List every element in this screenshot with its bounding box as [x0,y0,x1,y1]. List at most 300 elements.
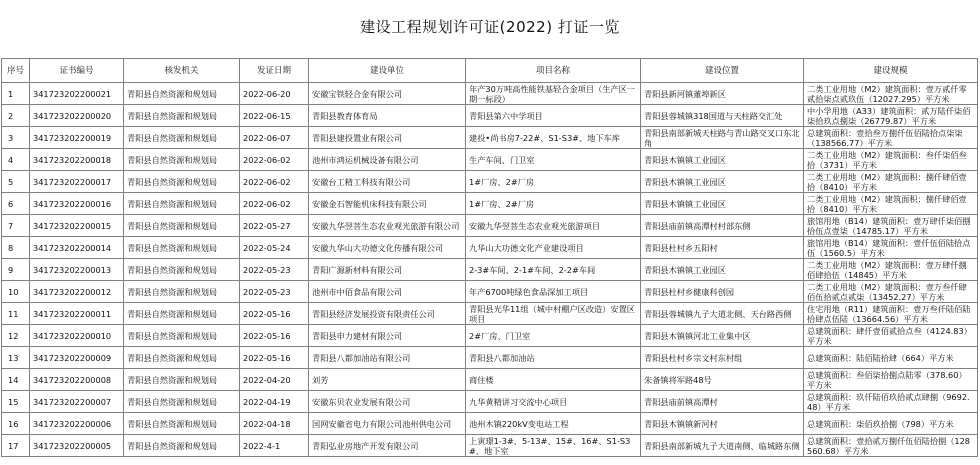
cell-date-text: 2022-04-18 [243,418,291,429]
table-row [2,127,978,149]
cell-no-text: 2 [8,110,14,121]
cell-date [240,237,309,259]
cell-project-text: 青阳县光华11组（城中村棚户区改造）安置区项目 [469,303,635,324]
cell-project-text: 商住楼 [469,374,494,385]
table-row [2,83,978,105]
cell-no-text: 14 [8,374,19,385]
cell-location [641,413,804,435]
cell-cert [30,215,124,237]
cell-cert-text: 341723202200009 [33,352,112,363]
column-header-project: 项目名称 [466,59,641,83]
cell-date-text: 2022-05-16 [243,308,291,319]
cell-org [124,347,240,369]
cell-scale [804,281,978,303]
cell-unit-text: 青阳县建投置业有限公司 [312,132,403,143]
cell-unit-text: 安徽东贝农业发展有限公司 [312,396,411,407]
cell-location-text: 青阳县木镇镇工业园区 [644,154,726,165]
cell-cert-text: 341723202200007 [33,396,112,407]
cell-no [2,347,30,369]
cell-cert [30,325,124,347]
cell-org [124,325,240,347]
cell-location [641,369,804,391]
cell-unit-text: 青阳县八都加油站有限公司 [312,352,411,363]
cell-org [124,281,240,303]
cell-no-text: 17 [8,440,19,451]
cell-cert-text: 341723202200006 [33,418,112,429]
cell-cert [30,149,124,171]
cell-date [240,83,309,105]
cell-location-text: 青阳县新河镇董埠新区 [644,88,726,99]
cell-date-text: 2022-04-19 [243,396,291,407]
cell-project-text: 青阳县八都加油站 [469,352,535,363]
cell-unit [309,369,466,391]
cell-no-text: 5 [8,176,14,187]
cell-scale [804,149,978,171]
cell-org [124,413,240,435]
cell-location [641,303,804,325]
cell-date [240,413,309,435]
cell-unit [309,347,466,369]
cell-scale-text: 总建筑面积：玖仟陆佰玖拾贰点肆捌（9692.48）平方米 [807,391,970,412]
cell-cert [30,127,124,149]
cell-org [124,193,240,215]
cell-location-text: 青阳县木镇镇工业园区 [644,198,726,209]
cell-unit-text: 安徽金石智能机床科技有限公司 [312,198,427,209]
cell-project-text: 年产30万吨高性能铁基轻合金项目（生产区一期一标段） [469,83,635,104]
header-row [2,59,978,83]
cell-scale [804,215,978,237]
cell-project [466,83,641,105]
cell-date-text: 2022-05-24 [243,242,291,253]
cell-cert-text: 341723202200011 [33,308,112,319]
cell-date [240,259,309,281]
cell-unit-text: 安徽九华山大功德文化传播有限公司 [312,242,444,253]
cell-org [124,303,240,325]
cell-no-text: 7 [8,220,14,231]
cell-org [124,105,240,127]
table-row [2,237,978,259]
column-header-date: 发证日期 [240,59,309,83]
cell-no [2,215,30,237]
cell-cert [30,193,124,215]
cell-org [124,215,240,237]
cell-project [466,303,641,325]
cell-unit [309,413,466,435]
cell-location [641,347,804,369]
cell-project-text: 生产车间、门卫室 [469,154,535,165]
cell-unit [309,215,466,237]
cell-location-text: 青阳县杜村乡宗文村东村组 [644,352,743,363]
cell-no [2,281,30,303]
cell-scale [804,435,978,457]
cell-project-text: 2#厂房、门卫室 [469,330,531,341]
cell-project-text: 年产6700吨绿色食品深加工项目 [469,286,589,297]
cell-no-text: 12 [8,330,19,341]
cell-location [641,127,804,149]
cell-scale [804,105,978,127]
cell-cert [30,391,124,413]
cell-org-text: 青阳县自然资源和规划局 [127,330,218,341]
cell-date-text: 2022-05-23 [243,286,291,297]
cell-cert-text: 341723202200005 [33,440,112,451]
cell-org-text: 青阳县自然资源和规划局 [127,418,218,429]
cell-scale-text: 旅馆用地（B14）建筑面积：壹仟伍佰陆拾点伍（1560.5）平方米 [807,237,971,258]
cell-project-text: 1#厂房、2#厂房 [469,176,535,187]
table-body [2,83,978,457]
cell-date [240,127,309,149]
cell-cert [30,83,124,105]
cell-location-text: 青阳县南部新城天柱路与青山路交叉口东北角 [644,127,800,148]
cell-unit-text: 安徽宝铁轻合金有限公司 [312,88,403,99]
cell-org-text: 青阳县自然资源和规划局 [127,308,218,319]
cell-no [2,127,30,149]
cell-project-text: 1#厂房、2#厂房 [469,198,535,209]
cell-scale [804,303,978,325]
cell-scale-text: 二类工业用地（M2）建筑面积：壹万叁仟肆佰伍拾贰点贰柒（13452.27）平方米 [807,281,967,302]
cell-location-text: 青阳县蓉城镇九子大道北侧、天台路西侧 [644,308,792,319]
cell-scale [804,83,978,105]
cell-scale-text: 二类工业用地（M2）建筑面积：捌仟肆佰壹拾（8410）平方米 [807,193,967,214]
table-row [2,259,978,281]
table-row [2,303,978,325]
cell-cert [30,281,124,303]
cell-project [466,369,641,391]
column-header-location: 建设位置 [641,59,804,83]
cell-location [641,435,804,457]
cell-location-text: 青阳县木镇镇工业园区 [644,176,726,187]
cell-cert-text: 341723202200021 [33,88,112,99]
cell-location-text: 青阳县木镇镇河北工业集中区 [644,330,751,341]
cell-no [2,193,30,215]
cell-no [2,149,30,171]
cell-scale-text: 总建筑面积：叁佰柒拾捌点陆零（378.60）平方米 [807,369,967,390]
cell-org-text: 青阳县自然资源和规划局 [127,440,218,451]
cell-scale-text: 二类工业用地（M2）建筑面积：叁仟柒佰叁拾（3731）平方米 [807,149,967,170]
cell-cert-text: 341723202200014 [33,242,112,253]
cell-cert-text: 341723202200015 [33,220,112,231]
cell-scale-text: 总建筑面积：壹拾叁万捌仟伍佰陆拾点柒柒（138566.77）平方米 [807,127,963,148]
cell-org-text: 青阳县自然资源和规划局 [127,242,218,253]
cell-date-text: 2022-06-02 [243,198,291,209]
cell-project-text: 青阳县第六中学项目 [469,110,543,121]
cell-date-text: 2022-06-02 [243,154,291,165]
cell-no [2,105,30,127]
cell-org-text: 青阳县自然资源和规划局 [127,198,218,209]
cell-location [641,83,804,105]
cell-no [2,259,30,281]
column-header-org: 核发机关 [124,59,240,83]
cell-unit [309,83,466,105]
cell-project [466,347,641,369]
cell-cert-text: 341723202200017 [33,176,112,187]
cell-cert [30,303,124,325]
cell-date [240,303,309,325]
cell-project [466,193,641,215]
cell-location-text: 青阳县庙前镇高潭村 [644,396,718,407]
cell-date [240,347,309,369]
cell-org [124,83,240,105]
cell-cert-text: 341723202200008 [33,374,112,385]
cell-org-text: 青阳县自然资源和规划局 [127,154,218,165]
cell-no [2,237,30,259]
cell-unit-text: 青阳弘业房地产开发有限公司 [312,440,419,451]
cell-no-text: 8 [8,242,14,253]
cell-project [466,391,641,413]
table-row [2,435,978,457]
cell-no-text: 3 [8,132,14,143]
cell-unit-text: 池州市中佰食品有限公司 [312,286,403,297]
cell-unit-text: 安徽台工精工科技有限公司 [312,176,411,187]
cell-org [124,369,240,391]
cell-org-text: 青阳县自然资源和规划局 [127,110,218,121]
cell-location-text: 青阳县蓉城镇318国道与天柱路交汇处 [644,110,783,121]
cell-no-text: 10 [8,286,19,297]
cell-location-text: 朱备镇将军路48号 [644,374,712,385]
cell-project [466,215,641,237]
cell-unit [309,259,466,281]
cell-scale [804,325,978,347]
cell-scale-text: 总建筑面积：柒佰玖拾捌（798）平方米 [807,418,954,429]
cell-unit [309,325,466,347]
cell-location [641,149,804,171]
table-row [2,369,978,391]
cell-unit [309,171,466,193]
cell-location-text: 青阳县木镇镇工业园区 [644,264,726,275]
cell-location [641,281,804,303]
cell-date-text: 2022-06-15 [243,110,291,121]
cell-scale [804,127,978,149]
cell-location [641,391,804,413]
cell-location-text: 青阳县杜村乡健康科创园 [644,286,735,297]
cell-cert [30,105,124,127]
cell-no [2,325,30,347]
cell-no [2,303,30,325]
cell-no-text: 11 [8,308,19,319]
cell-no [2,171,30,193]
cell-no [2,413,30,435]
cell-date [240,193,309,215]
cell-org [124,149,240,171]
cell-scale [804,347,978,369]
cell-project-text: 池州木镇220kV变电站工程 [469,418,569,429]
cell-scale-text: 总建筑面积：肆仟壹佰贰拾点叁（4124.83）平方米 [807,325,972,346]
table-row [2,215,978,237]
cell-unit [309,391,466,413]
cell-cert [30,171,124,193]
cell-no-text: 1 [8,88,14,99]
column-header-no: 序号 [2,59,30,83]
cell-org [124,171,240,193]
cell-org [124,435,240,457]
cell-location [641,259,804,281]
cell-cert-text: 341723202200019 [33,132,112,143]
cell-no-text: 16 [8,418,19,429]
cell-location-text: 青阳县杜村乡五阳村 [644,242,718,253]
cell-no-text: 9 [8,264,14,275]
cell-unit [309,127,466,149]
cell-date [240,281,309,303]
cell-scale [804,193,978,215]
cell-unit-text: 安徽九华翌菩生态农业观光旅游有限公司 [312,220,460,231]
cell-no-text: 4 [8,154,14,165]
cell-no-text: 13 [8,352,19,363]
permit-table [1,58,978,457]
cell-no-text: 15 [8,396,19,407]
cell-project [466,105,641,127]
cell-project [466,237,641,259]
column-header-cert: 证书编号 [30,59,124,83]
cell-cert [30,259,124,281]
cell-scale [804,391,978,413]
cell-no [2,83,30,105]
cell-org-text: 青阳县自然资源和规划局 [127,374,218,385]
cell-project-text: 上寅璟1-3#、5-13#、15#、16#、S1-S3#、地下室 [469,435,631,456]
cell-date-text: 2022-05-27 [243,220,291,231]
cell-org [124,391,240,413]
cell-scale-text: 二类工业用地（M2）建筑面积：捌仟肆佰壹拾（8410）平方米 [807,171,967,192]
cell-project [466,281,641,303]
cell-cert-text: 341723202200012 [33,286,112,297]
cell-cert-text: 341723202200016 [33,198,112,209]
cell-unit-text: 青阳县经济发展投资有限责任公司 [312,308,435,319]
cell-scale [804,413,978,435]
cell-org-text: 青阳县自然资源和规划局 [127,176,218,187]
cell-project [466,171,641,193]
table-row [2,149,978,171]
cell-location [641,237,804,259]
cell-location [641,171,804,193]
cell-cert-text: 341723202200010 [33,330,112,341]
cell-date [240,369,309,391]
cell-no [2,435,30,457]
cell-project [466,325,641,347]
cell-date [240,105,309,127]
cell-cert-text: 341723202200018 [33,154,112,165]
cell-date-text: 2022-06-20 [243,88,291,99]
cell-no-text: 6 [8,198,14,209]
cell-date-text: 2022-05-16 [243,330,291,341]
cell-cert [30,413,124,435]
cell-scale-text: 住宅用地（R11）建筑面积：壹万叁仟陆佰陆拾肆点伍陆（13664.56）平方米 [807,303,971,324]
cell-unit [309,149,466,171]
table-row [2,413,978,435]
cell-scale [804,237,978,259]
cell-location [641,105,804,127]
cell-unit-text: 刘芳 [312,374,329,385]
cell-scale-text: 二类工业用地（M2）建筑面积：壹万肆仟捌佰肆拾伍（14845）平方米 [807,259,967,280]
cell-org-text: 青阳县自然资源和规划局 [127,286,218,297]
cell-cert [30,369,124,391]
cell-org-text: 青阳县自然资源和规划局 [127,396,218,407]
cell-project-text: 九华山大功德文化产业建设项目 [469,242,584,253]
cell-project [466,149,641,171]
cell-unit-text: 青阳县教育体育局 [312,110,378,121]
cell-location-text: 青阳县庙前镇高潭村村部东侧 [644,220,751,231]
cell-no [2,369,30,391]
cell-cert-text: 341723202200020 [33,110,112,121]
cell-org [124,237,240,259]
cell-scale [804,369,978,391]
cell-org-text: 青阳县自然资源和规划局 [127,264,218,275]
cell-unit [309,303,466,325]
cell-project [466,259,641,281]
cell-unit-text: 青阳县申力建材有限公司 [312,330,403,341]
cell-org [124,259,240,281]
cell-project-text: 2-3#车间、2-1#车间、2-2#车间 [469,264,596,275]
cell-project [466,435,641,457]
cell-date [240,391,309,413]
cell-org [124,127,240,149]
cell-scale-text: 旅馆用地（B14）建筑面积：壹万肆仟柒佰捌拾伍点壹柒（14785.17）平方米 [807,215,971,236]
cell-scale [804,171,978,193]
cell-project-text: 九华黄精讲习交流中心项目 [469,396,568,407]
cell-scale-text: 二类工业用地（M2）建筑面积：壹万贰仟零贰拾柒点贰玖伍（12027.295）平方米 [807,83,967,104]
cell-unit-text: 国网安徽省电力有限公司池州供电公司 [312,418,452,429]
table-row [2,347,978,369]
cell-unit [309,105,466,127]
cell-location-text: 青阳县南部新城九子大道南侧、临城路东侧 [644,440,800,451]
cell-cert [30,435,124,457]
cell-project-text: 安徽九华翌菩生态农业观光旅游项目 [469,220,601,231]
cell-project [466,413,641,435]
page-title: 建设工程规划许可证(2022) 打证一览 [360,18,620,36]
cell-unit-text: 青阳广源新材料有限公司 [312,264,403,275]
cell-no [2,391,30,413]
cell-cert [30,347,124,369]
cell-date-text: 2022-04-20 [243,374,291,385]
cell-unit [309,435,466,457]
cell-org-text: 青阳县自然资源和规划局 [127,88,218,99]
cell-org-text: 青阳县自然资源和规划局 [127,132,218,143]
table-row [2,193,978,215]
cell-scale-text: 总建筑面积：陆佰陆拾肆（664）平方米 [807,352,954,363]
cell-project-text: 建投•尚书房7-22#、S1-S3#、地下车库 [469,132,620,143]
cell-location-text: 青阳县木镇镇新河村 [644,418,718,429]
cell-date-text: 2022-05-23 [243,264,291,275]
column-header-scale: 建设规模 [804,59,978,83]
cell-date [240,435,309,457]
cell-date-text: 2022-4-1 [243,440,281,451]
cell-unit-text: 池州市鸿运机械设备有限公司 [312,154,419,165]
cell-location [641,215,804,237]
cell-date-text: 2022-06-07 [243,132,291,143]
column-header-unit: 建设单位 [309,59,466,83]
cell-cert-text: 341723202200013 [33,264,112,275]
cell-unit [309,281,466,303]
cell-date [240,215,309,237]
table-row [2,105,978,127]
cell-location [641,193,804,215]
cell-date [240,149,309,171]
cell-scale-text: 中小学用地（A33）建筑面积：贰万陆仟柒佰柒拾玖点捌柒（26779.87）平方米 [807,105,971,126]
cell-date-text: 2022-06-02 [243,176,291,187]
cell-location [641,325,804,347]
cell-scale-text: 总建筑面积：壹拾贰万捌仟伍佰陆拾捌（128560.68）平方米 [807,435,971,456]
cell-cert [30,237,124,259]
cell-scale [804,259,978,281]
table-row [2,171,978,193]
table-row [2,325,978,347]
cell-date [240,171,309,193]
cell-org-text: 青阳县自然资源和规划局 [127,352,218,363]
table-row [2,391,978,413]
cell-project [466,127,641,149]
cell-date-text: 2022-05-16 [243,352,291,363]
cell-unit [309,193,466,215]
cell-unit [309,237,466,259]
cell-org-text: 青阳县自然资源和规划局 [127,220,218,231]
table-row [2,281,978,303]
